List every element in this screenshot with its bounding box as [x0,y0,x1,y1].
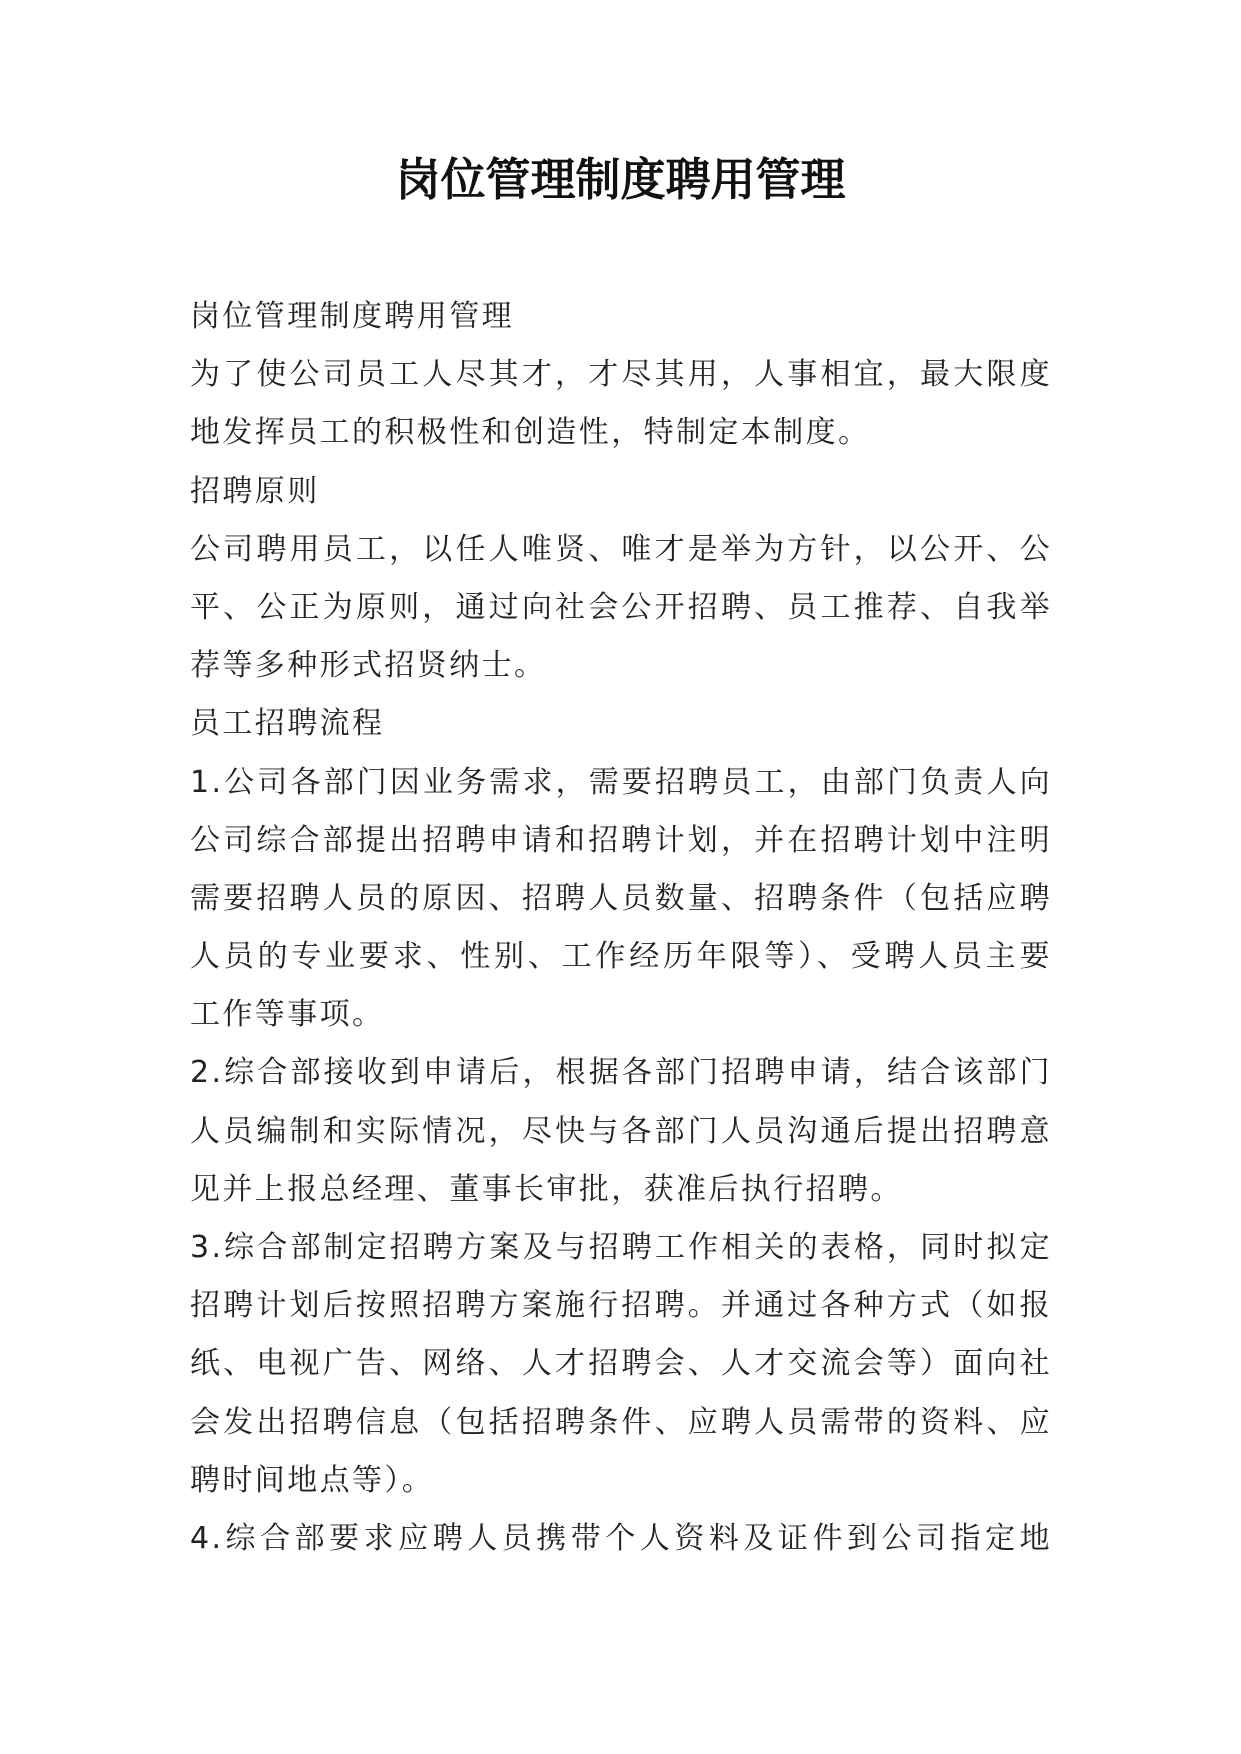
text-line: 公司聘用员工，以任人唯贤、唯才是举为方针，以公开、公 [190,531,1052,567]
text-line: 为了使公司员工人尽其才，才尽其用，人事相宜，最大限度 [190,357,1052,393]
text-line: 2.综合部接收到申请后，根据各部门招聘申请，结合该部门 [190,1055,1052,1091]
text-line: 招聘原则 [190,473,320,509]
document-body [190,288,1052,1568]
paragraph [190,754,1052,1045]
text-line: 4.综合部要求应聘人员携带个人资料及证件到公司指定地 [190,1520,1052,1556]
section-heading [190,463,1052,521]
text-line: 聘时间地点等）。 [190,1462,435,1498]
paragraph [190,521,1052,696]
text-line: 工作等事项。 [190,997,385,1033]
text-line: 地发挥员工的积极性和创造性，特制定本制度。 [190,415,871,451]
section-heading [190,695,1052,753]
paragraph [190,346,1052,462]
text-line: 平、公正为原则，通过向社会公开招聘、员工推荐、自我举 [190,589,1052,625]
document-title: 岗位管理制度聘用管理 [395,153,846,206]
text-line: 岗位管理制度聘用管理 [190,299,514,334]
text-line: 荐等多种形式招贤纳士。 [190,648,547,684]
paragraph [190,1044,1052,1219]
text-line: 公司综合部提出招聘申请和招聘计划，并在招聘计划中注明 [190,822,1052,858]
text-line: 人员的专业要求、性别、工作经历年限等）、受聘人员主要 [190,939,1052,975]
paragraph [190,1219,1052,1510]
paragraph [190,1510,1052,1568]
text-line: 员工招聘流程 [190,706,385,742]
text-line: 需要招聘人员的原因、招聘人员数量、招聘条件（包括应聘 [190,880,1052,916]
text-line: 3.综合部制定招聘方案及与招聘工作相关的表格，同时拟定 [190,1230,1052,1265]
text-line: 人员编制和实际情况，尽快与各部门人员沟通后提出招聘意 [190,1113,1052,1149]
text-line: 招聘计划后按照招聘方案施行招聘。并通过各种方式（如报 [190,1288,1052,1324]
text-line: 会发出招聘信息（包括招聘条件、应聘人员需带的资料、应 [190,1404,1052,1440]
text-line: 纸、电视广告、网络、人才招聘会、人才交流会等）面向社 [190,1346,1052,1382]
section-heading [190,288,1052,346]
text-line: 1.公司各部门因业务需求，需要招聘员工，由部门负责人向 [190,764,1052,800]
text-line: 见并上报总经理、董事长审批，获准后执行招聘。 [190,1171,903,1207]
